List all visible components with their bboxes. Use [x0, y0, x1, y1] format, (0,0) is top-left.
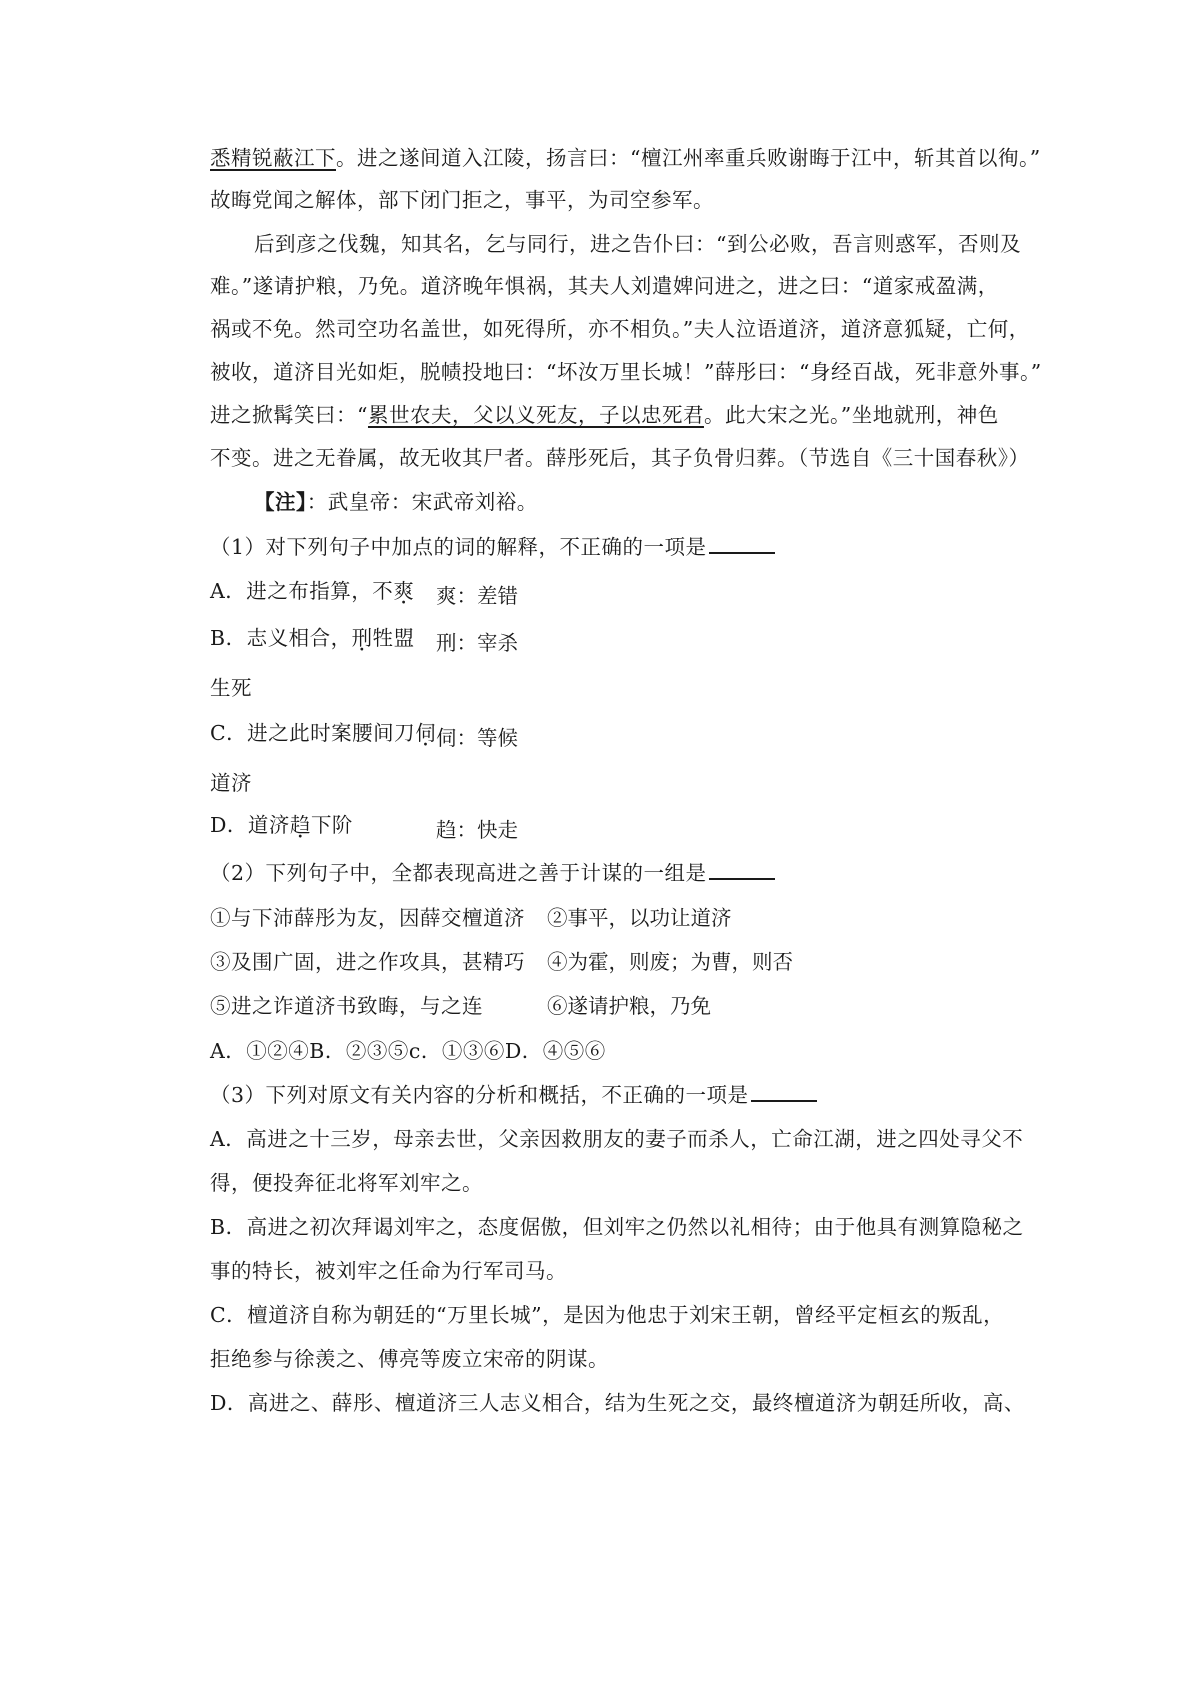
- q2-item-2: ②事平，以功让道济: [547, 906, 732, 930]
- underlined-phrase: 悉精锐蔽江下: [210, 146, 336, 170]
- dotted-word: 伺: [415, 721, 437, 745]
- answer-blank: [709, 534, 775, 554]
- dotted-word: 爽: [393, 579, 415, 603]
- q2-item-1: ①与下沛薛彤为友，因薛交檀道济: [210, 906, 525, 930]
- q3-option-a-line1: A．高进之十三岁，母亲去世，父亲因救朋友的妻子而杀人，亡命江湖，进之四处寻父不: [210, 1127, 1024, 1151]
- answer-blank: [709, 860, 775, 880]
- q3-option-b-line1: B．高进之初次拜谒刘牢之，态度倨傲，但刘牢之仍然以礼相待；由于他具有测算隐秘之: [210, 1215, 1024, 1239]
- passage-line-4: 难。”遂请护粮，乃免。道济晚年惧祸，其夫人刘遣婢问进之，进之曰：“道家戒盈满，: [210, 274, 999, 298]
- passage-line-6: 被收，道济目光如炬，脱帻投地曰：“坏汝万里长城！”薛彤曰：“身经百战，死非意外事。”: [210, 360, 1042, 384]
- q1-option-c: [210, 718, 436, 748]
- answer-blank: [751, 1082, 817, 1102]
- q3-option-c-line1: C．檀道济自称为朝廷的“万里长城”，是因为他忠于刘宋王朝，曾经平定桓玄的叛乱，: [210, 1303, 1005, 1327]
- q1-option-b-cont: 生死: [210, 676, 252, 700]
- note: [254, 487, 538, 517]
- q2-item-3: ③及围广固，进之作攻具，甚精巧: [210, 950, 525, 974]
- passage-line-5: 祸或不免。然司空功名盖世，如死得所，亦不相负。”夫人泣语道济，道济意狐疑，亡何，: [210, 317, 1030, 341]
- q2-stem: [210, 858, 775, 888]
- option-text: 下阶: [310, 813, 353, 837]
- q3-option-d-line1: D．高进之、薛彤、檀道济三人志义相合，结为生死之交，最终檀道济为朝廷所收，高、: [210, 1391, 1025, 1415]
- q1-a-gloss: 爽：差错: [436, 584, 518, 608]
- passage-text: 进之掀髯笑曰：“: [210, 403, 368, 427]
- q3-option-b-line2: 事的特长，被刘牢之任命为行军司马。: [210, 1259, 567, 1283]
- option-text: D．道济: [210, 813, 290, 837]
- q1-c-gloss: 伺：等候: [436, 726, 518, 750]
- option-text: C．进之此时案腰间刀: [210, 721, 416, 745]
- option-text: A．进之布指算，不: [210, 579, 394, 603]
- passage-line-2: 故晦党闻之解体，部下闭门拒之，事平，为司空参军。: [210, 188, 714, 212]
- underlined-phrase: 累世农夫，父以义死友，子以忠死君: [367, 403, 704, 427]
- q1-option-d: [210, 810, 353, 840]
- note-label: 【注】: [254, 490, 307, 514]
- q3-option-a-line2: 得，便投奔征北将军刘牢之。: [210, 1171, 483, 1195]
- q2-choices: A．①②④B．②③⑤c．①③⑥D．④⑤⑥: [210, 1039, 606, 1063]
- q1-b-gloss: 刑：宰杀: [436, 631, 518, 655]
- dotted-word: 趋: [289, 813, 311, 837]
- q1-stem-text: （1）对下列句子中加点的词的解释，不正确的一项是: [210, 535, 707, 559]
- q2-stem-text: （2）下列句子中，全都表现高进之善于计谋的一组是: [210, 861, 707, 885]
- q1-d-gloss: 趋：快走: [436, 818, 518, 842]
- passage-line-3: 后到彦之伐魏，知其名，乞与同行，进之告仆曰：“到公必败，吾言则惑军，否则及: [254, 232, 1021, 256]
- q2-item-5: ⑤进之诈道济书致晦，与之连: [210, 994, 483, 1018]
- q2-item-6: ⑥遂请护粮，乃免: [547, 994, 711, 1018]
- q1-option-b: [210, 623, 415, 653]
- q3-stem: [210, 1080, 817, 1110]
- q2-item-4: ④为霍，则废；为曹，则否: [547, 950, 793, 974]
- note-text: ：武皇帝：宋武帝刘裕。: [306, 490, 538, 514]
- passage-line-8: 不变。进之无眷属，故无收其尸者。薛彤死后，其子负骨归葬。（节选自《三十国春秋》）: [210, 446, 1030, 470]
- passage-text: 。进之遂间道入江陵，扬言曰：“檀江州率重兵败谢晦于江中，斩其首以徇。”: [336, 146, 1041, 170]
- passage-line-7: [210, 400, 999, 430]
- passage-line-1: [210, 143, 1041, 173]
- option-text: B．志义相合，: [210, 626, 352, 650]
- dotted-word: 刑: [351, 626, 373, 650]
- q1-stem: [210, 532, 775, 562]
- q3-option-c-line2: 拒绝参与徐羡之、傅亮等废立宋帝的阴谋。: [210, 1347, 609, 1371]
- option-text: 牲盟: [372, 626, 415, 650]
- q1-option-a: [210, 576, 414, 606]
- q1-option-c-cont: 道济: [210, 771, 252, 795]
- q3-stem-text: （3）下列对原文有关内容的分析和概括，不正确的一项是: [210, 1083, 749, 1107]
- passage-text: 。此大宋之光。”坐地就刑，神色: [703, 403, 999, 427]
